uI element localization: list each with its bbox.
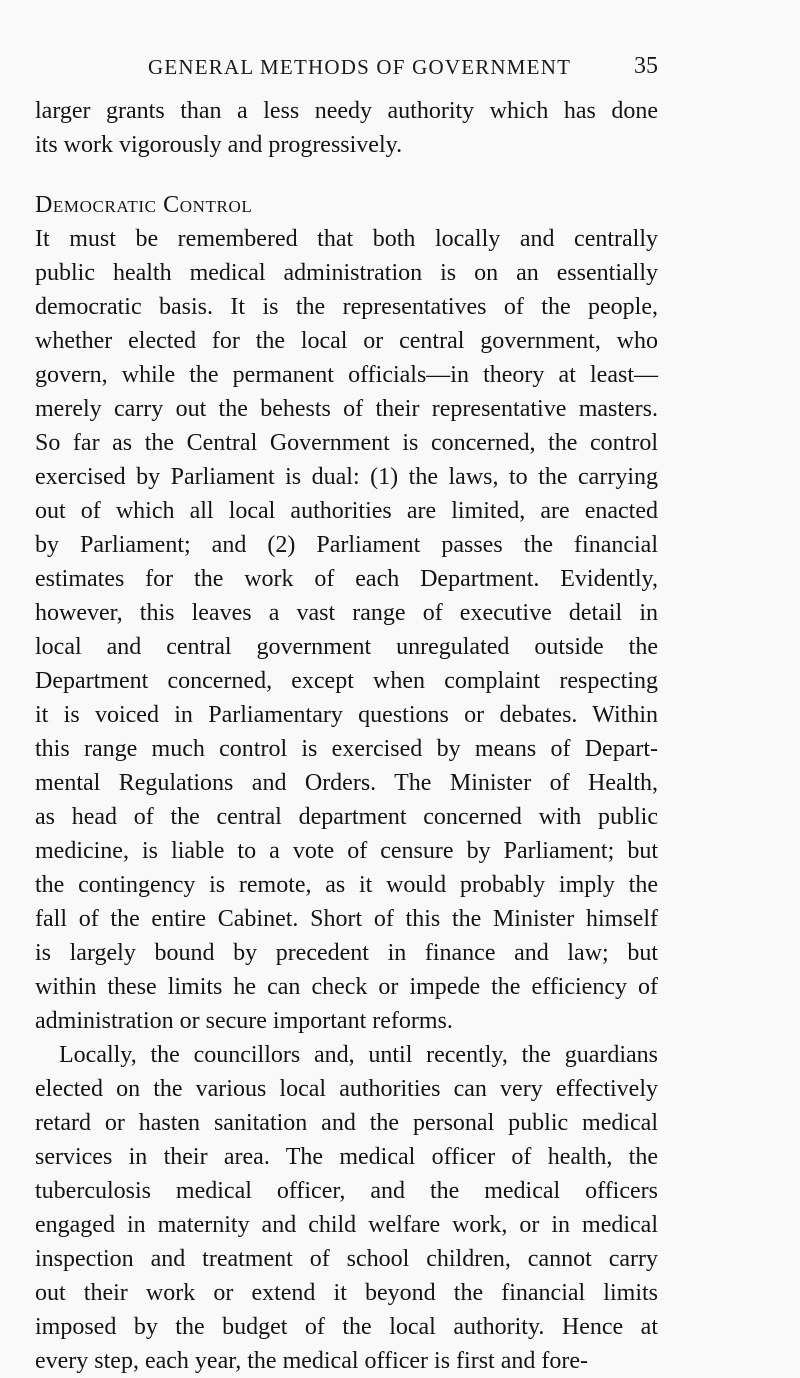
text-line: estimates for the work of each Department. Evidently,: [35, 566, 658, 592]
page-number: 35: [634, 53, 658, 79]
paragraph-continuation: [35, 94, 658, 162]
paragraph-democratic-control: [35, 222, 658, 1038]
text-line: Locally, the councillors and, until recently, the guardians: [59, 1042, 658, 1068]
text-line: public health medical administration is on an essentially: [35, 260, 658, 286]
text-line: elected on the various local authorities can very effectively: [35, 1076, 658, 1102]
text-line: local and central government unregulated outside the: [35, 634, 658, 660]
section-heading: Democratic Control: [35, 192, 253, 218]
text-line: govern, while the permanent officials—in theory at least—: [35, 362, 658, 388]
text-line: exercised by Parliament is dual: (1) the laws, to the carrying: [35, 464, 658, 490]
text-line: Department concerned, except when complaint respecting: [35, 668, 658, 694]
text-line: it is voiced in Parliamentary questions or debates. Within: [35, 702, 658, 728]
text-line: mental Regulations and Orders. The Minister of Health,: [35, 770, 658, 796]
paragraph-local-control: [35, 1038, 658, 1378]
text-line: every step, each year, the medical officer is first and fore-: [35, 1348, 588, 1374]
text-line: merely carry out the behests of their representative masters.: [35, 396, 658, 422]
text-line: larger grants than a less needy authority which has done: [35, 98, 658, 124]
text-line: out of which all local authorities are limited, are enacted: [35, 498, 658, 524]
text-line: whether elected for the local or central government, who: [35, 328, 658, 354]
text-line: services in their area. The medical officer of health, the: [35, 1144, 658, 1170]
text-line: retard or hasten sanitation and the personal public medical: [35, 1110, 658, 1136]
text-line: by Parliament; and (2) Parliament passes the financial: [35, 532, 658, 558]
text-line: administration or secure important reforms.: [35, 1008, 453, 1034]
text-line: as head of the central department concerned with public: [35, 804, 658, 830]
running-head: GENERAL METHODS OF GOVERNMENT: [148, 55, 572, 79]
text-line: is largely bound by precedent in finance and law; but: [35, 940, 658, 966]
text-line: the contingency is remote, as it would probably imply the: [35, 872, 658, 898]
text-line: out their work or extend it beyond the financial limits: [35, 1280, 658, 1306]
text-line: within these limits he can check or impede the efficiency of: [35, 974, 658, 1000]
text-line: however, this leaves a vast range of executive detail in: [35, 600, 658, 626]
text-line: It must be remembered that both locally and centrally: [35, 226, 658, 252]
text-line: its work vigorously and progressively.: [35, 132, 403, 158]
text-line: fall of the entire Cabinet. Short of this the Minister himself: [35, 906, 658, 932]
text-line: this range much control is exercised by means of Depart-: [35, 736, 658, 762]
text-line: engaged in maternity and child welfare work, or in medical: [35, 1212, 658, 1238]
text-line: inspection and treatment of school children, cannot carry: [35, 1246, 658, 1272]
text-line: imposed by the budget of the local authority. Hence at: [35, 1314, 658, 1340]
text-line: So far as the Central Government is concerned, the control: [35, 430, 658, 456]
text-line: democratic basis. It is the representatives of the people,: [35, 294, 658, 320]
text-line: tuberculosis medical officer, and the medical officers: [35, 1178, 658, 1204]
body-text: [35, 94, 658, 1378]
text-line: medicine, is liable to a vote of censure by Parliament; but: [35, 838, 658, 864]
